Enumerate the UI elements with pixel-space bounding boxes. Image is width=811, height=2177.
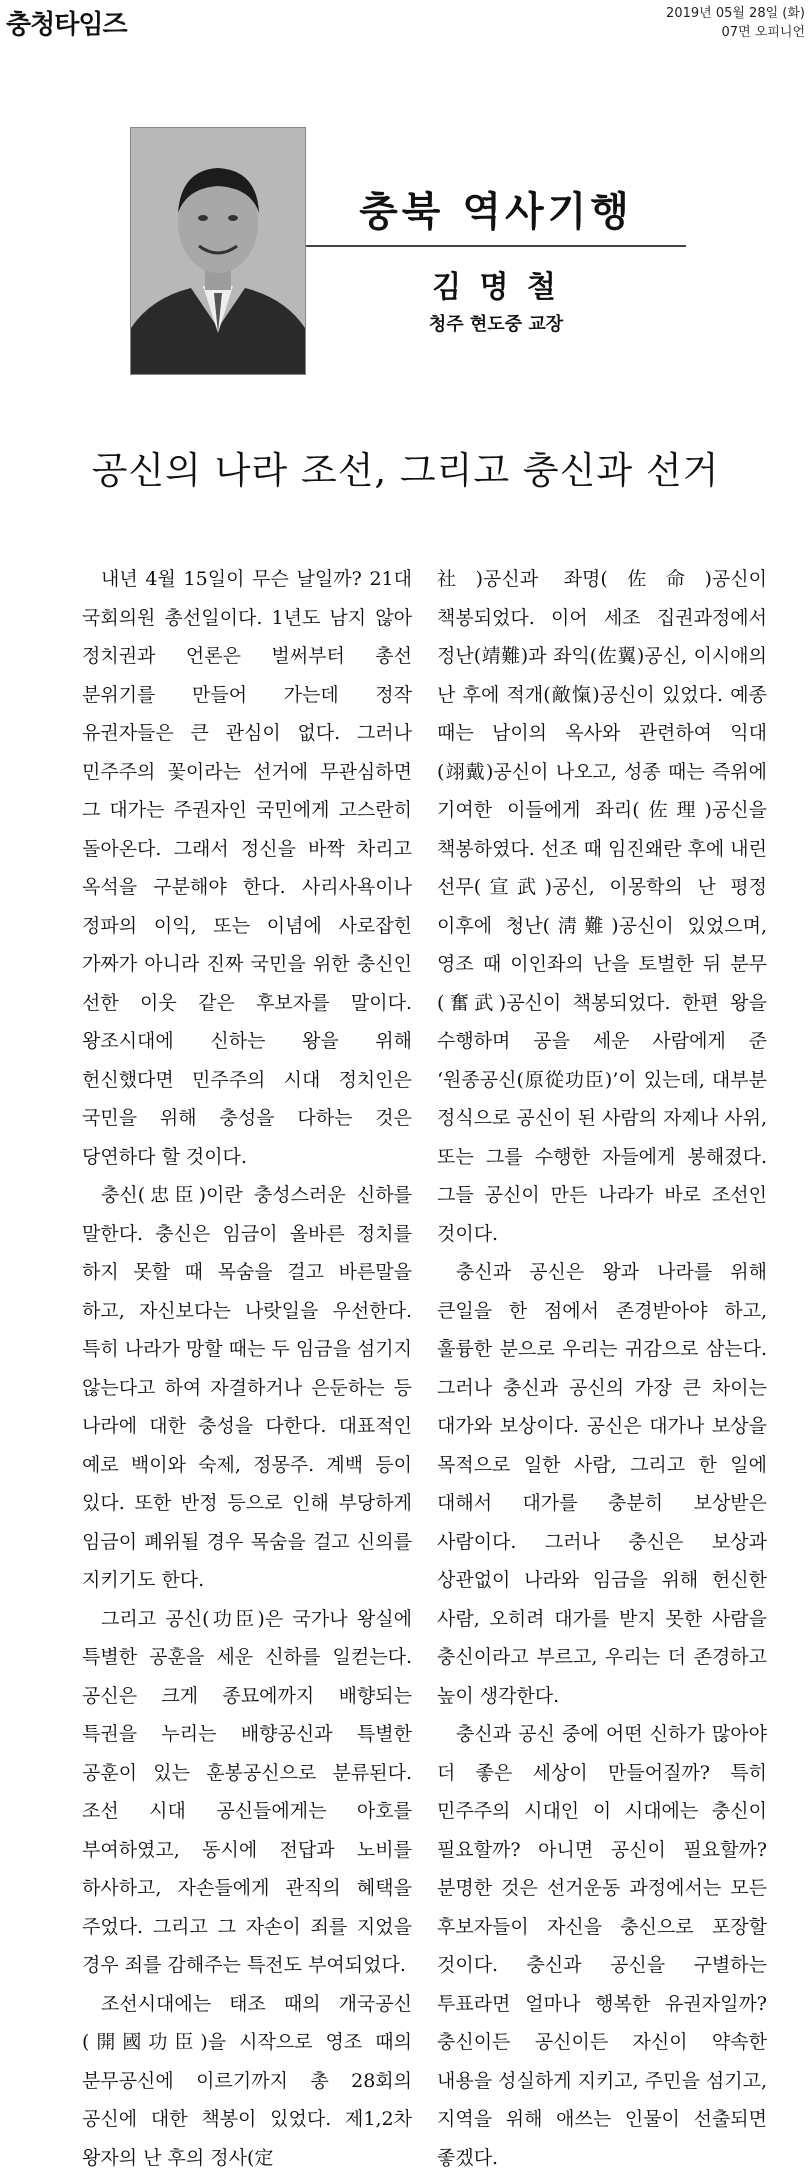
paragraph: 그리고 공신(功臣)은 국가나 왕실에 특별한 공훈을 세운 신하를 일컫는다. 공신은 크게 종묘에까지 배향되는 특권을 누리는 배향공신과 특별한 공훈이 있는 훈봉공신으로 분류된다. 조선 시대 공신들에게는 아호를 부여하였고, 동시에 전답과 노비를 하사하고, 자손들에게 관직의 혜택을 주었다. 그리고 그 자손이 죄를 지었을 경우 죄를 감해주는 특전도 부여되었다. — [82, 1600, 412, 1985]
column-series-title: 충북 역사기행 — [306, 180, 686, 237]
author-photo — [130, 127, 306, 375]
author-title: 청주 현도중 교장 — [306, 310, 686, 336]
article-column-right — [437, 560, 767, 2177]
header-divider — [306, 245, 686, 247]
article-headline: 공신의 나라 조선, 그리고 충신과 선거 — [0, 440, 811, 494]
publication-info — [666, 4, 805, 42]
paragraph: 충신과 공신은 왕과 나라를 위해 큰일을 한 점에서 존경받아야 하고, 훌륭한 분으로 우리는 귀감으로 삼는다. 그러나 충신과 공신의 가장 큰 차이는 대가와 보상이다. 공신은 대가나 보상을 목적으로 일한 사람, 그리고 한 일에 대해서 대가를 충분히 보상받은 사람이다. 그러나 충신은 보상과 상관없이 나라와 임금을 위해 헌신한 사람, 오히려 대가를 받지 못한 사람을 충신이라고 부르고, 우리는 더 존경하고 높이 생각한다. — [437, 1253, 767, 1715]
newspaper-logo: 충청타임즈 — [6, 4, 127, 41]
author-name: 김 명 철 — [306, 262, 686, 306]
publication-date: 2019년 05월 28일 (화) — [666, 4, 805, 23]
paragraph: 충신과 공신 중에 어떤 신하가 많아야 더 좋은 세상이 만들어질까? 특히 민주주의 시대인 이 시대에는 충신이 필요할까? 아니면 공신이 필요할까? 분명한 것은 선거운동 과정에서는 모든 후보자들이 자신을 충신으로 포장할 것이다. 충신과 공신을 구별하는 투표라면 얼마나 행복한 유권자일까? 충신이든 공신이든 자신이 약속한 내용을 성실하게 지키고, 주민을 섬기고, 지역을 위해 애쓰는 인물이 선출되면 좋겠다. — [437, 1715, 767, 2177]
paragraph: 조선시대에는 태조 때의 개국공신(開國功臣)을 시작으로 영조 때의 분무공신에 이르기까지 총 28회의 공신에 대한 책봉이 있었다. 제1,2차 왕자의 난 후의 정사(定 — [82, 1985, 412, 2177]
page-section: 07면 오피니언 — [666, 23, 805, 42]
article-column-left — [82, 560, 412, 2177]
paragraph: 社)공신과 좌명(佐命)공신이 책봉되었다. 이어 세조 집권과정에서 정난(靖難)과 좌익(佐翼)공신, 이시애의 난 후에 적개(敵愾)공신이 있었다. 예종 때는 남이의 옥사와 관련하여 익대(翊戴)공신이 나오고, 성종 때는 즉위에 기여한 이들에게 좌리(佐理)공신을 책봉하였다. 선조 때 임진왜란 후에 내린 선무(宣武)공신, 이몽학의 난 평정 이후에 청난(淸難)공신이 있었으며, 영조 때 이인좌의 난을 토벌한 뒤 분무(奮武)공신이 책봉되었다. 한편 왕을 수행하며 공을 세운 사람에게 준 ‘원종공신(原從功臣)’이 있는데, 대부분 정식으로 공신이 된 사람의 자제나 사위, 또는 그를 수행한 자들에게 봉해졌다. 그들 공신이 만든 나라가 바로 조선인 것이다. — [437, 560, 767, 1253]
masthead — [0, 0, 811, 52]
paragraph: 충신(忠臣)이란 충성스러운 신하를 말한다. 충신은 임금이 올바른 정치를 하지 못할 때 목숨을 걸고 바른말을 하고, 자신보다는 나랏일을 우선한다. 특히 나라가 망할 때는 두 임금을 섬기지 않는다고 하여 자결하거나 은둔하는 등 나라에 대한 충성을 다한다. 대표적인 예로 백이와 숙제, 정몽주. 계백 등이 있다. 또한 반정 등으로 인해 부당하게 임금이 폐위될 경우 목숨을 걸고 신의를 지키기도 한다. — [82, 1176, 412, 1600]
paragraph: 내년 4월 15일이 무슨 날일까? 21대 국회의원 총선일이다. 1년도 남지 않아 정치권과 언론은 벌써부터 총선 분위기를 만들어 가는데 정작 유권자들은 큰 관심이 없다. 그러나 민주주의 꽃이라는 선거에 무관심하면 그 대가는 주권자인 국민에게 고스란히 돌아온다. 그래서 정신을 바짝 차리고 옥석을 구분해야 한다. 사리사욕이나 정파의 이익, 또는 이념에 사로잡힌 가짜가 아니라 진짜 국민을 위한 충신인 선한 이웃 같은 후보자를 말이다. 왕조시대에 신하는 왕을 위해 헌신했다면 민주주의 시대 정치인은 국민을 위해 충성을 다하는 것은 당연하다 할 것이다. — [82, 560, 412, 1176]
